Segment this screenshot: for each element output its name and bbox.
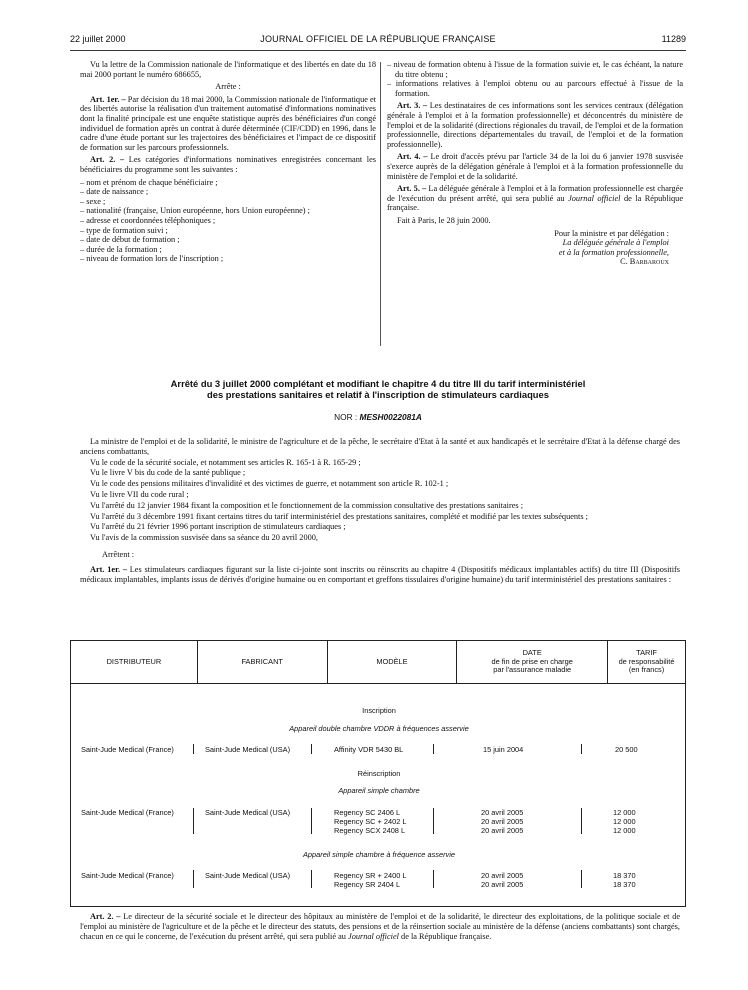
decree-article-1 (80, 565, 680, 585)
group-heading: Appareil double chambre VDDR à fréquences asservie (289, 724, 469, 733)
tarif-line: 18 370 (613, 871, 636, 880)
tarif-line: 18 370 (613, 880, 636, 889)
vu-item: Vu l'arrêté du 12 janvier 1984 fixant la composition et le fonctionnement de la commission consultative des prestations sanitaires ; (90, 500, 524, 510)
table-body-content (71, 684, 685, 906)
decree-title (80, 378, 676, 400)
cell-separator (433, 808, 434, 834)
article-2-paragraph (80, 912, 680, 941)
cell-fabricant: Saint-Jude Medical (USA) (205, 808, 291, 817)
tarif-line: 12 000 (613, 808, 636, 817)
list-item: – sexe ; (80, 196, 106, 206)
header-fabricant: FABRICANT (197, 641, 327, 684)
nor-label: NOR : (334, 412, 358, 422)
right-column (387, 60, 683, 267)
article-text: Par décision du 18 mai 2000, la Commission nationale de l'informatique et des libertés autorise la réalisation d'un traitement automatisé d'informations nominatives dont la finalité principale est une enquête statistique auprès des bénéficiaires d'un congé individuel de formation après un contrat à durée déterminée (CIF/CDD) en 1996, dans le cadre d'une étude portant sur les trajectoires des bénéficiaires et l'impact de ce dispositif de formation sur les parcours professionnels. (80, 94, 376, 152)
cell-tarif (613, 871, 636, 889)
pacemaker-table (70, 640, 686, 907)
list-item: – niveau de formation lors de l'inscription ; (80, 254, 224, 264)
date-line: 20 avril 2005 (481, 808, 524, 817)
list-item: – nom et prénom de chaque bénéficiaire ; (80, 177, 218, 187)
cell-separator (581, 808, 582, 834)
header-tarif (608, 641, 686, 684)
journal-title: JOURNAL OFFICIEL DE LA RÉPUBLIQUE FRANÇAISE (260, 34, 496, 44)
signature-date: Fait à Paris, le 28 juin 2000. (397, 215, 491, 225)
cell-separator (311, 744, 312, 754)
list-item: – type de formation suivi ; (80, 225, 168, 235)
article-2 (80, 155, 376, 174)
journal-reference: Journal officiel (568, 193, 621, 203)
section-inscription: Inscription (362, 706, 396, 715)
cell-distributeur: Saint-Jude Medical (France) (81, 871, 174, 880)
cell-separator (433, 744, 434, 754)
preamble: La ministre de l'emploi et de la solidarité, le ministre de l'agriculture et de la pêche, le secrétaire d'Etat à la santé et aux handicapés et le secrétaire d'Etat à la défense chargé des anciens combattants, (80, 437, 680, 456)
model-line: Regency SR + 2400 L (334, 871, 407, 880)
cell-separator (433, 870, 434, 888)
arretent-heading: Arrêtent : (102, 549, 135, 559)
article-label: Art. 1er. – (90, 94, 126, 104)
decree-body (80, 437, 680, 585)
signature-line: et à la formation professionnelle, (558, 247, 669, 257)
article-label: Art. 4. – (397, 152, 428, 162)
header-date-line: de fin de prise en charge (491, 656, 573, 666)
signature-line: La déléguée générale à l'emploi (562, 238, 669, 248)
arrete-heading: Arrête : (215, 82, 241, 92)
header-distributeur: DISTRIBUTEUR (71, 641, 198, 684)
date-line: 20 avril 2005 (481, 826, 524, 835)
cell-separator (193, 744, 194, 754)
article-label: Art. 5. – (397, 184, 427, 194)
section-reinscription: Réinscription (357, 769, 401, 778)
list-item: – niveau de formation obtenu à l'issue de la formation suivie et, le cas échéant, la nature du titre obtenu ; (387, 60, 683, 79)
cell-distributeur: Saint-Jude Medical (France) (81, 808, 174, 817)
model-line: Regency SC 2406 L (334, 808, 401, 817)
article-label: Art. 2. – (90, 155, 125, 165)
vu-item: Vu l'avis de la commission susvisée dans sa séance du 20 avril 2000, (90, 533, 318, 543)
header-date-line: DATE (522, 648, 542, 658)
cell-separator (311, 808, 312, 834)
info-categories-list-continued (387, 60, 683, 98)
header-tarif-line: (en francs) (628, 665, 665, 675)
cell-date (481, 871, 523, 889)
cell-tarif (613, 808, 636, 835)
list-item: – informations relatives à l'emploi obtenu ou au parcours effectué à l'issue de la formation. (387, 79, 683, 98)
article-text: Les stimulateurs cardiaques figurant sur la liste ci-jointe sont inscrits ou réinscrits au chapitre 4 (Dispositifs médicaux implantables actifs) du titre III (Dispositifs médicaux implantables, implants issus de dérivés d'origine humaine ou en comportant et greffons tissulaires d'origine humaine) du tarif interministériel des prestations sanitaires : (80, 564, 680, 584)
vu-item: Vu l'arrêté du 3 décembre 1991 fixant certains titres du tarif interministériel des prestations sanitaires, complété et modifié par les textes subséquents ; (90, 511, 588, 521)
cell-fabricant: Saint-Jude Medical (USA) (205, 745, 291, 754)
signatory-name: C. Barbaroux (620, 257, 669, 267)
article-label: Art. 3. – (397, 101, 428, 111)
decree-title-line: des prestations sanitaires et relatif à l'inscription de stimulateurs cardiaques (207, 389, 549, 400)
date-line: 20 avril 2005 (481, 871, 524, 880)
article-5 (387, 184, 683, 213)
header-tarif-line: TARIF (636, 648, 657, 658)
cell-date: 15 juin 2004 (483, 745, 524, 754)
tarif-line: 12 000 (613, 826, 636, 835)
vu-item: Vu le code de la sécurité sociale, et notamment ses articles R. 165-1 à R. 165-29 ; (90, 457, 361, 467)
cell-separator (193, 808, 194, 834)
model-line: Regency SR 2404 L (334, 880, 401, 889)
cell-tarif: 20 500 (615, 745, 638, 754)
group-heading: Appareil simple chambre à fréquence asservie (303, 850, 455, 859)
header-modele: MODÈLE (327, 641, 457, 684)
article-text: Le droit d'accès prévu par l'article 34 de la loi du 6 janvier 1978 susvisée s'exerce auprès de la délégation générale à l'emploi et à la formation professionnelle du ministère de l'emploi et de la solidarité. (387, 152, 684, 181)
article-label: Art. 1er. – (90, 564, 127, 574)
list-item: – durée de la formation ; (80, 244, 162, 254)
date-line: 20 avril 2005 (481, 817, 524, 826)
article-1 (80, 95, 376, 153)
journal-reference: Journal officiel (348, 931, 399, 941)
cell-modele (334, 808, 407, 835)
cell-date (481, 808, 523, 835)
nor-reference (80, 412, 676, 422)
signature-line: Pour la ministre et par délégation : (554, 228, 669, 238)
article-text: La déléguée générale à l'emploi et à la formation professionnelle est chargée de l'exécution du présent arrêté, qui sera publié au (387, 184, 683, 203)
vu-item: Vu l'arrêté du 21 février 1996 portant inscription de stimulateurs cardiaques ; (90, 522, 346, 532)
decree-title-line: Arrêté du 3 juillet 2000 complétant et modifiant le chapitre 4 du titre III du tarif interministériel (170, 378, 586, 389)
table-body (71, 684, 686, 907)
header-rule (70, 50, 686, 51)
article-4 (387, 152, 683, 181)
vu-item: Vu le code des pensions militaires d'invalidité et des victimes de guerre, et notamment son article R. 102-1 ; (90, 479, 449, 489)
article-3 (387, 101, 683, 149)
article-label: Art. 2. – (90, 912, 121, 921)
cell-distributeur: Saint-Jude Medical (France) (81, 745, 174, 754)
column-divider (380, 62, 381, 346)
tarif-line: 12 000 (613, 817, 636, 826)
article-text: Les destinataires de ces informations sont les services centraux (délégation générale à l'emploi et à la formation professionnelle) et déconcentrés du ministère de l'emploi et de la solidarité (directions régionales du travail, de l'emploi et de la formation professionnelle, directions départementales du travail, de l'emploi et de la formation professionnelle). (387, 101, 684, 149)
vu-item: Vu le livre V bis du code de la santé publique ; (90, 468, 246, 478)
list-item: – nationalité (française, Union européenne, hors Union européenne) ; (80, 206, 310, 216)
cell-separator (311, 870, 312, 888)
nor-code: MESH0022081A (359, 412, 422, 422)
vu-item: Vu le livre VII du code rural ; (90, 489, 189, 499)
intro-paragraph: Vu la lettre de la Commission nationale de l'informatique et des libertés en date du 18 mai 2000 portant le numéro 686655, (80, 60, 376, 79)
list-item: – date de début de formation ; (80, 235, 180, 245)
header-date (457, 641, 608, 684)
list-item: – adresse et coordonnées téléphoniques ; (80, 215, 216, 225)
page-header (70, 32, 686, 48)
cell-separator (581, 870, 582, 888)
date-line: 20 avril 2005 (481, 880, 524, 889)
decree-article-2 (80, 912, 680, 944)
header-tarif-line: de responsabilité (618, 656, 675, 666)
cell-separator (581, 744, 582, 754)
list-item: – date de naissance ; (80, 187, 149, 197)
article-text: Les catégories d'informations nominatives enregistrées concernant les bénéficiaires du programme sont les suivantes : (80, 155, 377, 174)
info-categories-list (80, 178, 376, 264)
page-number: 11289 (661, 34, 686, 44)
article-text: de la République française. (401, 931, 492, 941)
article-text: de la République française. (387, 193, 684, 213)
left-column (80, 60, 376, 264)
group-heading: Appareil simple chambre (338, 786, 420, 795)
model-line: Regency SCX 2408 L (334, 826, 406, 835)
signature-block (387, 229, 683, 267)
cell-modele: Affinity VDR 5430 BL (334, 745, 404, 754)
issue-date: 22 juillet 2000 (70, 34, 126, 44)
article-text: Le directeur de la sécurité sociale et le directeur des hôpitaux au ministère de l'emploi et de la solidarité, le directeur des exploitations, de la politique sociale et de l'emploi au ministère de l'agriculture et de la pêche et le directeur des statuts, des pensions et de la réinsertion sociale au ministère de la défense (anciens combattants) sont chargés, chacun en ce qui le concerne, de l'exécution du présent arrêté, qui sera publié au (80, 912, 681, 941)
header-date-line: par l'assurance maladie (493, 665, 572, 675)
model-line: Regency SC + 2402 L (334, 817, 407, 826)
cell-modele (334, 871, 407, 889)
cell-separator (193, 870, 194, 888)
cell-fabricant: Saint-Jude Medical (USA) (205, 871, 291, 880)
